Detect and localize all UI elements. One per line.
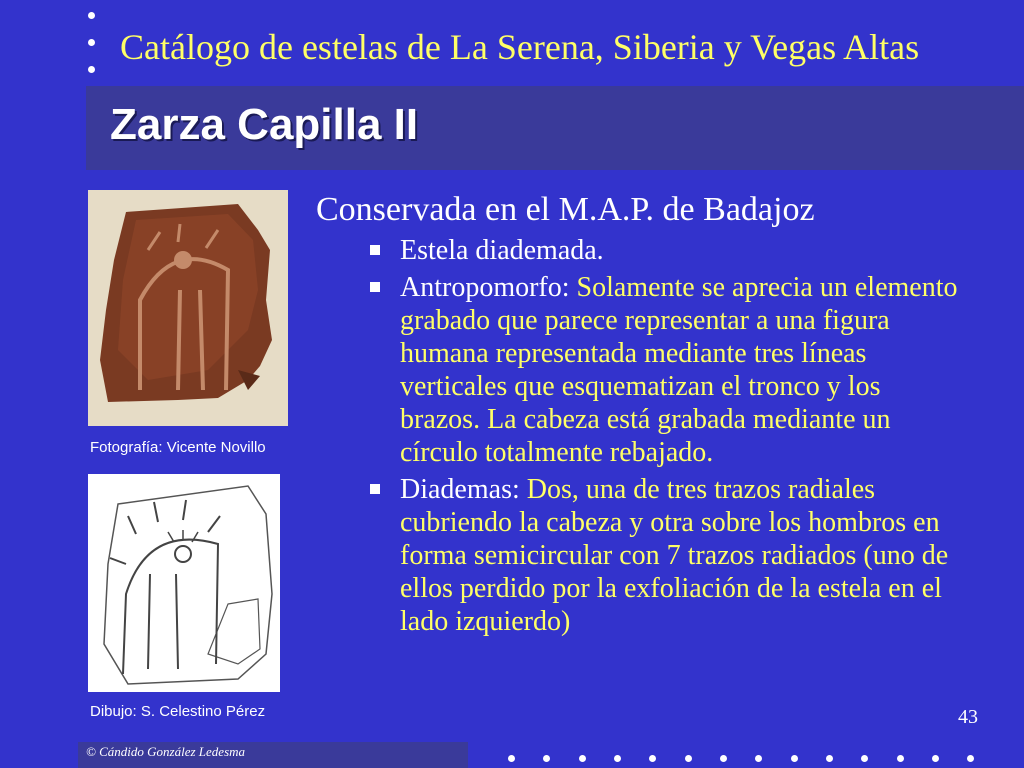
dot — [826, 755, 833, 762]
dot — [685, 755, 692, 762]
dot — [967, 755, 974, 762]
square-bullet-icon — [370, 282, 380, 292]
header-title: Catálogo de estelas de La Serena, Siberia y Vegas Altas — [120, 27, 920, 67]
dot — [720, 755, 727, 762]
square-bullet-icon — [370, 484, 380, 494]
bullet-label: Estela diademada. — [400, 235, 604, 266]
square-bullet-icon — [370, 245, 380, 255]
bullet-list — [316, 234, 1016, 638]
page-number: 43 — [958, 706, 978, 728]
bullet-label: Diademas: — [400, 474, 527, 505]
dot — [579, 755, 586, 762]
dot — [755, 755, 762, 762]
main-statement: Conservada en el M.A.P. de Badajoz — [316, 191, 815, 228]
dot — [791, 755, 798, 762]
dot — [88, 39, 95, 46]
content-area — [316, 190, 1016, 642]
dot — [88, 66, 95, 73]
dot — [543, 755, 550, 762]
bullet-text: Dos, una de tres trazos radiales cubriendo la cabeza y otra sobre los hombros en forma semicircular con 7 trazos radiados (uno de ellos perdido por la exfoliación de la estela en el lado izquierdo) — [400, 474, 949, 637]
dot — [614, 755, 621, 762]
dot — [88, 12, 95, 19]
bullet-item — [316, 234, 960, 267]
decorative-dots-bottom — [508, 755, 1008, 763]
decorative-dots-left — [88, 12, 100, 93]
dot — [861, 755, 868, 762]
copyright: © Cándido González Ledesma — [86, 744, 246, 759]
bullet-item — [316, 473, 960, 638]
slide-title: Zarza Capilla II — [110, 100, 419, 149]
stele-photo — [88, 190, 288, 426]
dot — [932, 755, 939, 762]
dot — [508, 755, 515, 762]
bullet-item — [316, 271, 960, 469]
dot — [649, 755, 656, 762]
photo-caption: Fotografía: Vicente Novillo — [90, 439, 266, 456]
drawing-caption: Dibujo: S. Celestino Pérez — [90, 703, 266, 720]
stele-drawing — [88, 474, 280, 692]
bullet-text: Solamente se aprecia un elemento grabado que parece representar a una figura humana representada mediante tres líneas verticales que esquematizan el tronco y los brazos. La cabeza está grabada mediante un círculo totalmente rebajado. — [400, 272, 958, 468]
bullet-label: Antropomorfo: — [400, 272, 577, 303]
dot — [897, 755, 904, 762]
